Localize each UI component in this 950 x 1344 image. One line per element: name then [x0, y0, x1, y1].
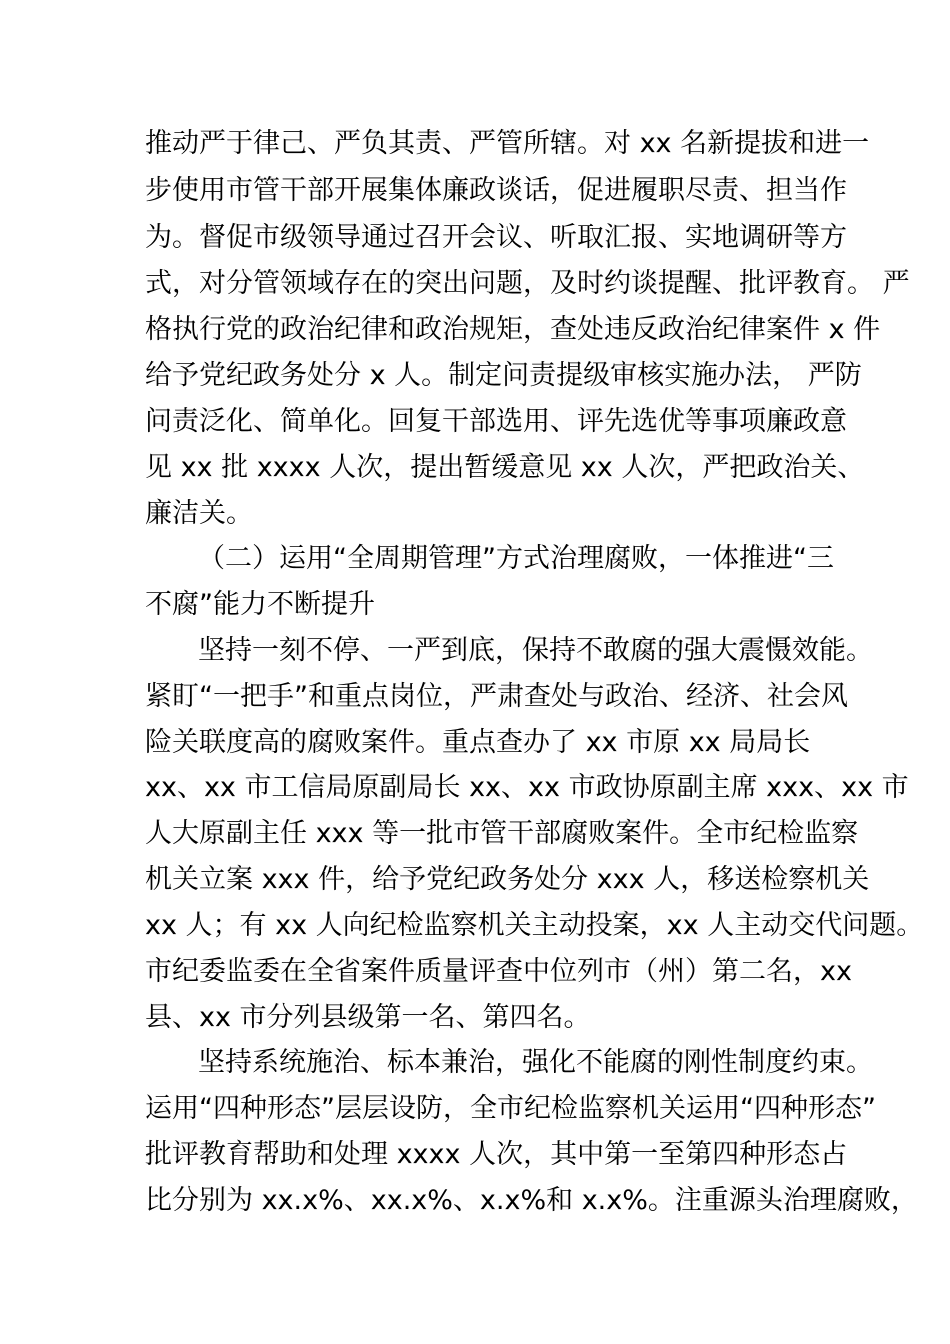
text-line: xx 人；有 xx 人向纪检监察机关主动投案，xx 人主动交代问题。 [145, 910, 924, 941]
text-line: 给予党纪政务处分 x 人。制定问责提级审核实施办法， 严防 [145, 360, 862, 391]
text-line: 运用“四种形态”层层设防，全市纪检监察机关运用“四种形态” [145, 1093, 876, 1124]
text-line: 机关立案 xxx 件，给予党纪政务处分 xxx 人，移送检察机关 [145, 864, 870, 895]
text-line: 批评教育帮助和处理 xxxx 人次，其中第一至第四种形态占 [145, 1139, 848, 1170]
text-line: xx、xx 市工信局原副局长 xx、xx 市政协原副主席 xxx、xx 市 [145, 772, 909, 803]
text-line: 县、xx 市分列县级第一名、第四名。 [145, 1002, 591, 1033]
text-line: 比分别为 xx.x%、xx.x%、x.x%和 x.x%。注重源头治理腐败， [145, 1185, 918, 1216]
section-heading: （二）运用“全周期管理”方式治理腐败，一体推进“三 [198, 543, 834, 574]
text-line: 紧盯“一把手”和重点岗位，严肃查处与政治、经济、社会风 [145, 681, 848, 712]
text-line: 步使用市管干部开展集体廉政谈话，促进履职尽责、担当作 [145, 175, 847, 206]
text-line: 人大原副主任 xxx 等一批市管干部腐败案件。全市纪检监察 [145, 818, 859, 849]
text-line: 问责泛化、简单化。回复干部选用、评先选优等事项廉政意 [145, 406, 847, 437]
text-line: 为。督促市级领导通过召开会议、听取汇报、实地调研等方 [145, 222, 847, 253]
paragraph-start: 坚持系统施治、标本兼治，强化不能腐的刚性制度约束。 [198, 1047, 873, 1078]
text-line: 险关联度高的腐败案件。重点查办了 xx 市原 xx 局局长 [145, 727, 811, 758]
text-line: 见 xx 批 xxxx 人次，提出暂缓意见 xx 人次，严把政治关、 [145, 452, 865, 483]
text-line: 推动严于律己、严负其责、严管所辖。对 xx 名新提拔和进一 [145, 128, 870, 159]
text-line: 市纪委监委在全省案件质量评查中位列市（州）第二名，xx [145, 956, 852, 987]
text-line: 廉洁关。 [145, 498, 253, 529]
text-line: 格执行党的政治纪律和政治规矩，查处违反政治纪律案件 x 件 [145, 314, 881, 345]
section-heading-cont: 不腐”能力不断提升 [145, 589, 375, 620]
paragraph-start: 坚持一刻不停、一严到底，保持不敢腐的强大震慑效能。 [198, 635, 873, 666]
text-line: 式，对分管领域存在的突出问题，及时约谈提醒、批评教育。 严 [145, 268, 910, 299]
